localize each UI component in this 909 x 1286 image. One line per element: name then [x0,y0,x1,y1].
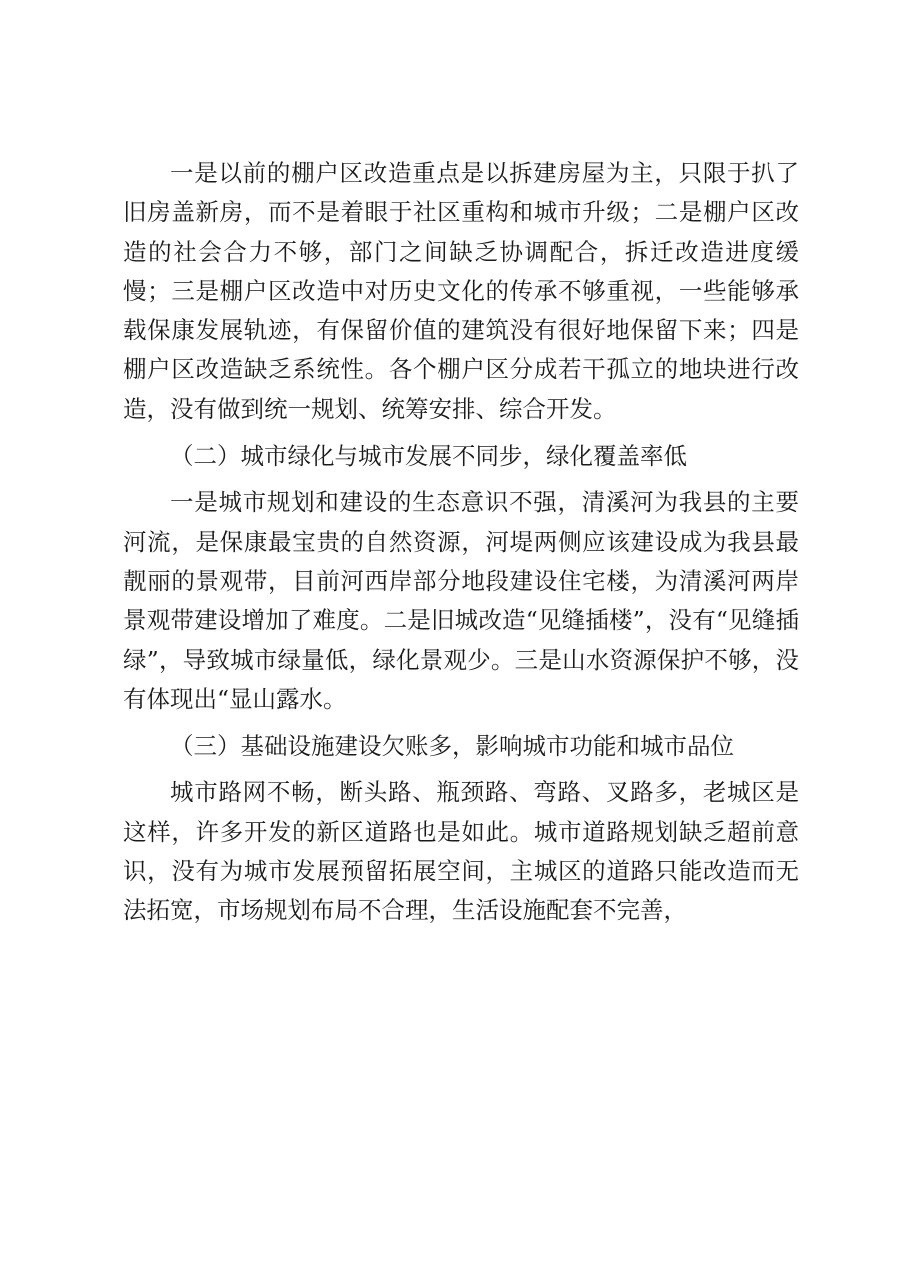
paragraph-infrastructure-problems: 城市路网不畅，断头路、瓶颈路、弯路、叉路多，老城区是这样，许多开发的新区道路也是如此。城市道路规划缺乏超前意识，没有为城市发展预留拓展空间，主城区的道路只能改造而无法拓宽，市场规划布局不合理，生活设施配套不完善， [123,778,799,925]
paragraph-shantytown-problems: 一是以前的棚户区改造重点是以拆建房屋为主，只限于扒了旧房盖新房，而不是着眼于社区重构和城市升级；二是棚户区改造的社会合力不够，部门之间缺乏协调配合，拆迁改造进度缓慢；三是棚户区改造中对历史文化的传承不够重视，一些能够承载保康发展轨迹，有保留价值的建筑没有很好地保留下来；四是棚户区改造缺乏系统性。各个棚户区分成若干孤立的地块进行改造，没有做到统一规划、统筹安排、综合开发。 [123,159,799,423]
section-heading-infrastructure: （三）基础设施建设欠账多，影响城市功能和城市品位 [170,731,734,760]
document-body [123,154,799,938]
paragraph-greening-problems: 一是城市规划和建设的生态意识不强，清溪河为我县的主要河流，是保康最宝贵的自然资源，河堤两侧应该建设成为我县最靓丽的景观带，目前河西岸部分地段建设住宅楼，为清溪河两岸景观带建设增加了难度。二是旧城改造“见缝插楼”，没有“见缝插绿”，导致城市绿量低，绿化景观少。三是山水资源保护不够，没有体现出“显山露水。 [123,488,799,713]
section-heading-greening: （二）城市绿化与城市发展不同步，绿化覆盖率低 [170,441,687,470]
